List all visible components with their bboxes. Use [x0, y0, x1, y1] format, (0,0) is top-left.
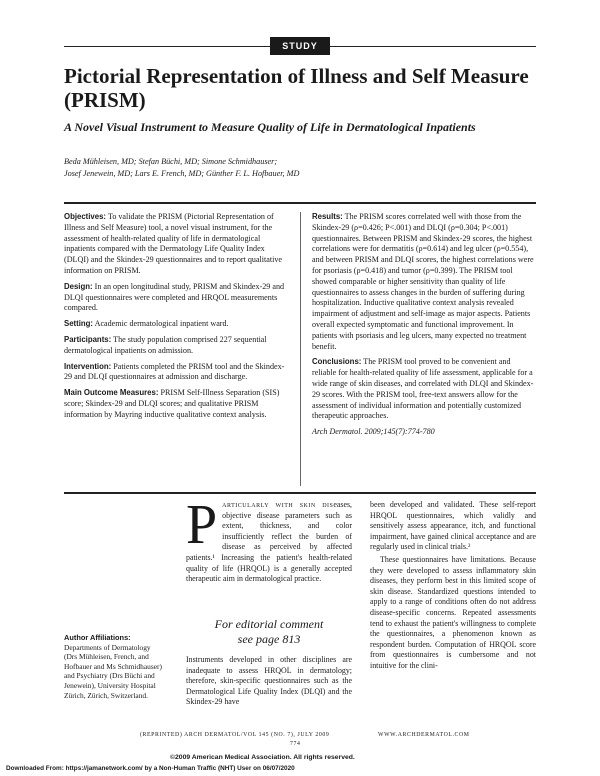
conclusions-label: Conclusions: [312, 357, 362, 367]
affiliations-text: Departments of Dermatology (Drs Mühleisen, French, and Hofbauer and Ms Schmidhauser) and Psychiatry (Drs Büchi and Jenewein), University Hospital Zürich, Zürich, Switzerland. [64, 642, 162, 700]
abstract-outcome [64, 388, 288, 420]
outcome-text: PRISM Self-Illness Separation (SIS) score; Skindex-29 and DLQI scores; and qualitative PRISM information by Mayring inductive qualitative context analysis. [64, 388, 280, 419]
abstract-intervention [64, 362, 288, 384]
participants-label: Participants: [64, 334, 112, 344]
intervention-label: Intervention: [64, 361, 112, 371]
drop-cap: P [186, 494, 218, 556]
footer-url[interactable]: WWW.ARCHDERMATOL.COM [378, 732, 470, 738]
objectives-label: Objectives: [64, 212, 107, 221]
body-lead-paragraph [186, 494, 352, 585]
results-text: The PRISM scores correlated well with those from the Skindex-29 (ρ=0.426; P<.001) and DLQI (ρ=0.304; P<.001) questionnaires. Between PRISM and Skindex-29 scores, the highest correlations were for dermatitis (ρ=0.614) and leg ulcer (ρ=0.554), and between PRISM and DLQI scores, the highest correlations were for psoriasis (ρ=0.418) and tumor (ρ=0.399). The PRISM tool showed comparable or higher sensitivity than quality of life questionnaires to assess changes in the burden of suffering during hospitalization. Inductive qualitative context analysis revealed impairment of adjustment and self-image as major aspects. Patients overall expected symptomatic and functional improvement. In patients with psoriasis and leg ulcers, many expected no treatment benefit. [312, 212, 534, 351]
setting-label: Setting: [64, 319, 94, 329]
editorial-comment[interactable] [186, 617, 352, 647]
abstract-bottom-rule [64, 492, 536, 494]
body-text: eases, objective disease parameters such as extent, thickness, and color insufficiently reflect the burden of disease as perceived by affected patients.¹ Increasing the patient's health-related quality of life (HRQOL) is a generally accepted therapeutic aim in dermatological practice. [186, 500, 352, 584]
body-column-1 [186, 494, 352, 585]
intervention-text: Patients completed the PRISM tool and the Skindex-29 and DLQI questionnaires at admission and discharge. [64, 361, 285, 382]
abstract-left [64, 212, 288, 426]
article-title: Pictorial Representation of Illness and Self Measure (PRISM) [64, 64, 529, 112]
abstract-conclusions [312, 357, 536, 422]
objectives-text: To validate the PRISM (Pictorial Representation of Illness and Self Measure) tool, a novel visual instrument, for the assessment of health-related quality of life in dermatological inpatients compared with the Dermatology Life Quality Index (DLQI) and the Skindex-29 questionnaires and to report qualitative information on PRISM. [64, 212, 283, 275]
author-affiliations [64, 633, 164, 700]
page-number: 774 [290, 741, 301, 747]
body-column-1-continued [186, 655, 352, 708]
editorial-line: For editorial comment [214, 617, 324, 631]
article-subtitle: A Novel Visual Instrument to Measure Quality of Life in Dermatological Inpatients [64, 120, 476, 134]
abstract-divider [300, 212, 301, 486]
conclusions-text: The PRISM tool proved to be convenient and reliable for health-related quality of life assessment, applicable for a wide range of skin diseases, and correlated with DLQI and Skindex-29 scores. With the PRISM tool, free-text answers allow for the assessment of individual information and potentially customized therapeutic approaches. [312, 357, 534, 421]
author-list [64, 156, 364, 180]
abstract-results [312, 212, 536, 352]
outcome-label: Main Outcome Measures: [64, 388, 159, 398]
abstract-design [64, 282, 288, 314]
design-text: In an open longitudinal study, PRISM and Skindex-29 and DLQI questionnaires were completed and HRQOL measurements compared. [64, 281, 285, 313]
abstract-right [312, 212, 536, 443]
results-label: Results: [312, 212, 343, 221]
abstract-setting [64, 319, 288, 330]
authors-line: Josef Jenewein, MD; Lars E. French, MD; Günther F. L. Hofbauer, MD [64, 169, 300, 178]
section-label: STUDY [270, 37, 330, 55]
design-label: Design: [64, 281, 93, 291]
setting-text: Academic dermatological inpatient ward. [94, 319, 229, 329]
download-notice: Downloaded From: https://jamanetwork.com/ by a Non-Human Traffic (NHT) User on 06/07/2020 [6, 765, 295, 772]
participants-text: The study population comprised 227 sequential dermatological inpatients on admission. [64, 334, 267, 355]
affiliations-heading: Author Affiliations: [64, 633, 131, 642]
body-paragraph: Instruments developed in other disciplines are inadequate to assess HRQOL in dermatology; therefore, skin-specific questionnaires such as the Dermatological Life Quality Index (DLQI) and the Skindex-29 have [186, 655, 352, 707]
citation: Arch Dermatol. 2009;145(7):774-780 [312, 427, 435, 437]
abstract-participants [64, 335, 288, 357]
authors-line: Beda Mühleisen, MD; Stefan Büchi, MD; Simone Schmidhauser; [64, 157, 278, 166]
editorial-line: see page 813 [237, 632, 301, 646]
copyright-notice: ©2009 American Medical Association. All rights reserved. [170, 754, 355, 761]
footer-journal: (REPRINTED) ARCH DERMATOL/VOL 145 (NO. 7), JULY 2009 [140, 732, 330, 738]
lead-smallcaps: articularly with skin dis [222, 500, 334, 509]
body-column-2 [370, 500, 536, 672]
body-paragraph: been developed and validated. These self-report HRQOL questionnaires, which validly and sensitively assess appearance, itch, and functional impairment, have gained clinical acceptance and are regularly used in clinical trials.² [370, 500, 536, 552]
body-paragraph: These questionnaires have limitations. Because they were developed to assess inflammatory skin diseases, they perform best in this limited scope of skin disease. Standardized questions intended to apply to a range of conditions often do not address disease-specific concerns. Repeated assessments tend to exhaust the patient's willingness to complete the questionnaires, a phenomenon known as respondent burden. Computation of HRQOL score from questionnaires is cumbersome and not intuitive for the clini- [370, 554, 536, 670]
abstract-top-rule [64, 202, 536, 204]
abstract-objectives [64, 212, 288, 277]
